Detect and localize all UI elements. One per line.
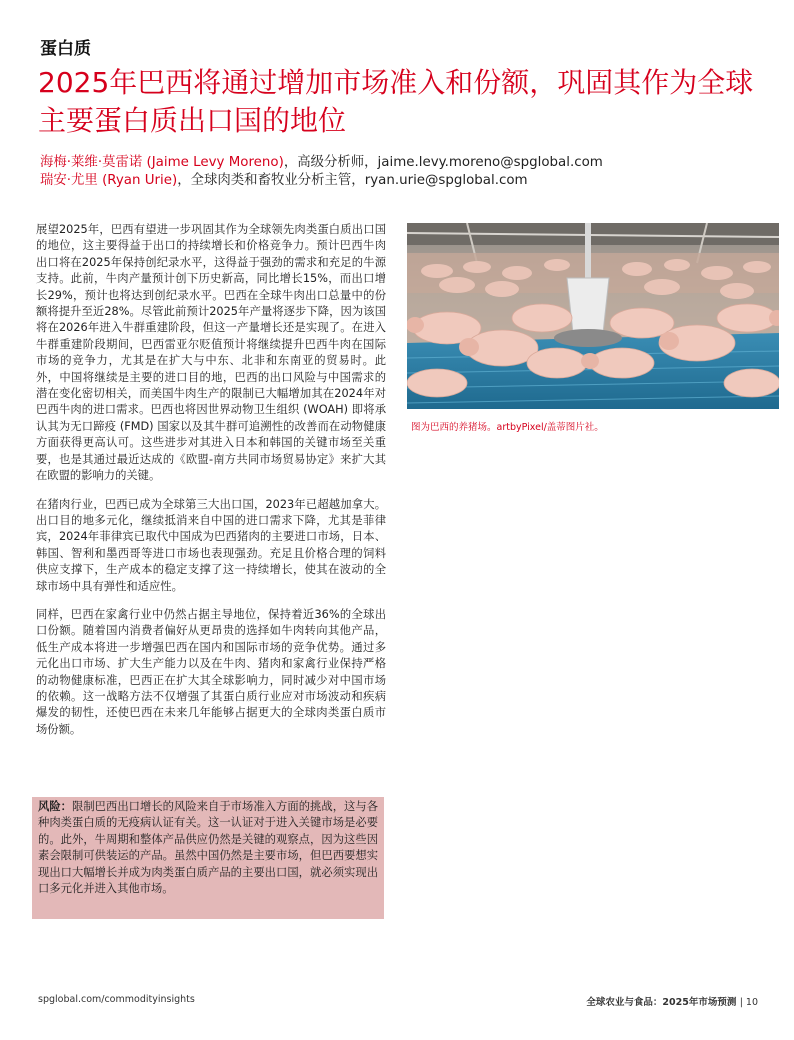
- author-role: ，高级分析师，jaime.levy.moreno@spglobal.com: [283, 155, 603, 170]
- author-line-1: [40, 154, 760, 172]
- footer-publication: [586, 994, 758, 1008]
- author-name: 海梅·莱维·莫雷诺 (Jaime Levy Moreno): [40, 155, 284, 170]
- footer-publication-title: 全球农业与食品：2025年市场预测: [586, 997, 737, 1008]
- risk-box: [32, 797, 384, 919]
- footer-website: spglobal.com/commodityinsights: [38, 994, 195, 1005]
- author-name: 瑞安·尤里 (Ryan Urie): [40, 173, 178, 188]
- pig-farm-photo: [407, 223, 779, 409]
- risk-text: 限制巴西出口增长的风险来自于市场准入方面的挑战，这与各种肉类蛋白质的无疫病认证有关。这一认证对于进入关键市场是必要的。此外，牛周期和整体产品供应仍然是关键的观察点，因为这些因素会限制可供装运的产品。虽然中国仍然是主要市场，但巴西要想实现出口大幅增长并成为肉类蛋白质产品的主要出口国，就必须实现出口多元化并进入其他市场。: [38, 800, 378, 896]
- section-label: 蛋白质: [40, 39, 91, 59]
- author-role: ，全球肉类和畜牧业分析主管，ryan.urie@spglobal.com: [177, 173, 528, 188]
- body-column: [36, 222, 386, 750]
- page-number: | 10: [739, 997, 758, 1008]
- author-block: [40, 154, 760, 190]
- author-line-2: [40, 172, 760, 190]
- paragraph-beef: 展望2025年，巴西有望进一步巩固其作为全球领先肉类蛋白质出口国的地位，这主要得益于出口的持续增长和价格竞争力。预计巴西牛肉出口将在2025年保持创纪录水平，这得益于强劲的需求和充足的牛源支持。此前，牛肉产量预计创下历史新高，同比增长15%，而出口增长29%，预计也将达到创纪录水平。巴西在全球牛肉出口总量中的份额将提升至近28%。尽管此前预计2025年产量将逐步下降，因为该国将在2026年进入牛群重建阶段，但这一产量增长还是实现了。在进入牛群重建阶段期间，巴西雷亚尔贬值预计将继续提升巴西牛肉在国际市场的竞争力，尤其是在扩大与中东、北非和东南亚的贸易时。此外，中国将继续是主要的进口目的地，巴西的出口风险与中国需求的潜在变化密切相关，而美国牛肉生产的限制已大幅增加其在2024年对巴西牛肉的进口需求。巴西也将因世界动物卫生组织 (WOAH) 即将承认其为无口蹄疫 (FMD) 国家以及其牛群可追溯性的改善而在动物健康方面获得更高认可。这些进步对其进入日本和韩国的关键市场至关重要，也是其通过最近达成的《欧盟-南方共同市场贸易协定》来扩大其在欧盟的影响力的关键。: [36, 223, 386, 483]
- photo-caption: 图为巴西的养猪场。artbyPixel/盖蒂图片社。: [411, 422, 604, 433]
- page-title: 2025年巴西将通过增加市场准入和份额，巩固其作为全球主要蛋白质出口国的地位: [38, 66, 754, 137]
- paragraph-poultry: 同样，巴西在家禽行业中仍然占据主导地位，保持着近36%的全球出口份额。随着国内消费者偏好从更昂贵的选择如牛肉转向其他产品，低生产成本将进一步增强巴西在国内和国际市场的竞争优势。通过多元化出口市场、扩大生产能力以及在牛肉、猪肉和家禽行业保持严格的动物健康标准，巴西正在扩大其全球影响力，同时减少对中国市场的依赖。这一战略方法不仅增强了其蛋白质行业应对市场波动和疾病爆发的韧性，还使巴西在未来几年能够占据更大的全球肉类蛋白质市场份额。: [36, 607, 386, 736]
- paragraph-pork: 在猪肉行业，巴西已成为全球第三大出口国，2023年已超越加拿大。出口目的地多元化，继续抵消来自中国的进口需求下降，尤其是菲律宾，2024年菲律宾已取代中国成为巴西猪肉的主要进口市场，日本、韩国、智利和墨西哥等进口市场也表现强劲。充足且价格合理的饲料供应支撑下，生产成本的稳定支撑了这一持续增长，使其在波动的全球市场中具有弹性和适应性。: [36, 497, 386, 593]
- risk-label: 风险：: [38, 800, 73, 813]
